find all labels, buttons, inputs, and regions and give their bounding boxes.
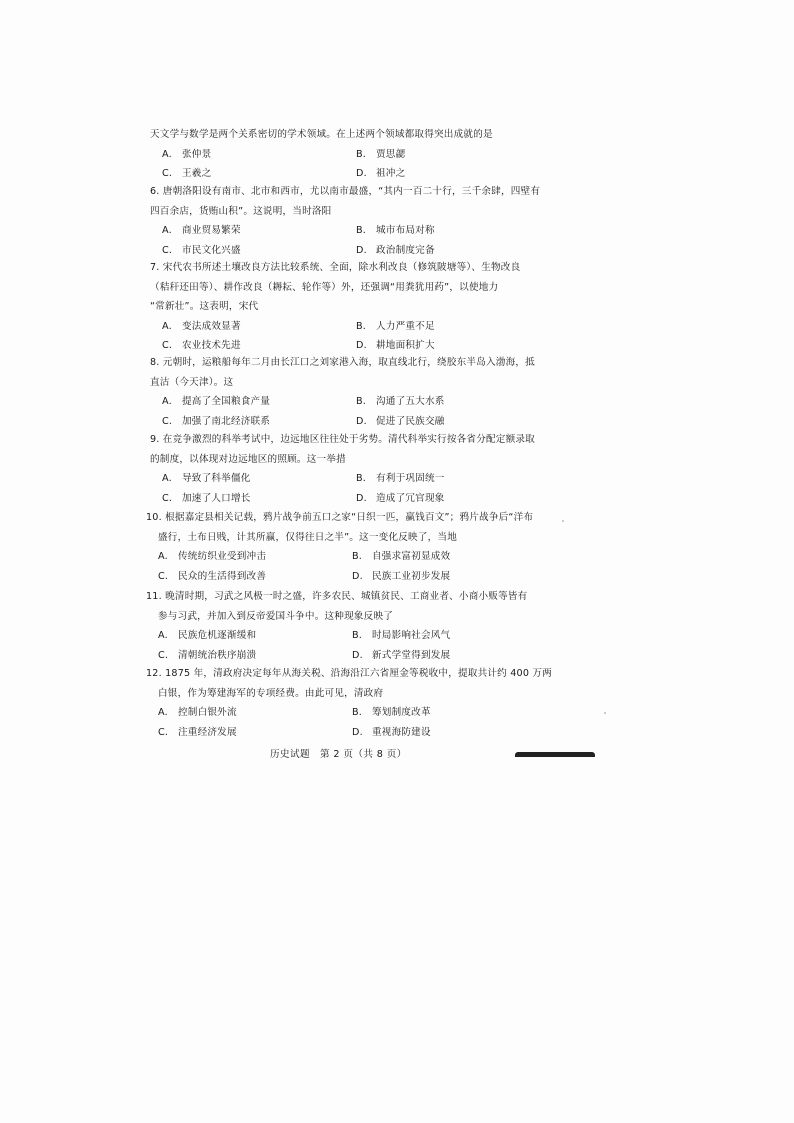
scan-artifact: [515, 752, 595, 757]
options: [150, 469, 550, 508]
options: [150, 392, 550, 431]
option-b: B. 沟通了五大水系: [356, 396, 445, 407]
question-text: 白银，作为筹建海军的专项经费。由此可见，清政府: [158, 687, 384, 699]
question-8: [150, 353, 550, 431]
option-b: B. 城市布局对称: [356, 225, 435, 236]
option-b: B. 自强求富初显成效: [352, 551, 451, 562]
question-text: 8. 元朝时，运粮船每年二月由长江口之刘家港入海，取直线北行，绕胶东半岛入渤海，抵: [150, 357, 535, 368]
option-d: D. 民族工业初步发展: [352, 570, 451, 582]
option-d: D. 祖冲之: [356, 168, 406, 179]
option-c: C. 加速了人口增长: [162, 492, 251, 504]
option-c: C. 清朝统治秩序崩溃: [158, 649, 257, 661]
question-text: 11. 晚清时期，习武之风极一时之盛，许多农民、城镇贫民、工商业者、小商小贩等皆有: [146, 591, 528, 602]
question-text: “常新壮”。这表明，宋代: [150, 301, 259, 312]
option-a: A. 传统纺织业受到冲击: [158, 551, 267, 562]
scan-speck: [604, 712, 606, 714]
question-9: [150, 430, 550, 508]
question-text: 的制度，以体现对边远地区的照顾。这一举措: [150, 453, 346, 465]
question-text: 天文学与数学是两个关系密切的学术领域。在上述两个领域都取得突出成就的是: [150, 129, 493, 140]
option-c: C. 农业技术先进: [162, 340, 241, 351]
question-text: 10. 根据嘉定县相关记载，鸦片战争前五口之家“日织一匹，赢钱百文”；鸦片战争后“洋布: [146, 512, 534, 523]
question-text: 直沽（今天津）。这: [150, 376, 234, 388]
option-d: D. 造成了冗官现象: [356, 492, 445, 504]
option-b: B. 时局影响社会风气: [352, 630, 451, 641]
page-footer: 历史试题 第 2 页（共 8 页）: [270, 749, 407, 760]
options: [150, 317, 550, 356]
question-11: [146, 587, 546, 665]
question-text: 12. 1875 年，清政府决定每年从海关税、沿海沿江六省厘金等税收中，提取共计约 400 万两: [146, 668, 552, 679]
options: [146, 703, 546, 742]
question-7: [150, 258, 550, 356]
option-d: D. 政治制度完备: [356, 244, 435, 256]
question-text: （秸秆还田等）、耕作改良（耨耘、轮作等）外，还强调“用粪犹用药”，以使地力: [150, 281, 499, 293]
option-c: C. 加强了南北经济联系: [162, 415, 271, 427]
option-a: A. 商业贸易繁荣: [162, 225, 241, 236]
question-text: 盛行，土布日贱，计其所赢，仅得往日之半”。这一变化反映了，当地: [158, 531, 457, 543]
option-d: D. 促进了民族交融: [356, 415, 445, 427]
question-text: 参与习武，并加入到反帝爱国斗争中。这种现象反映了: [158, 610, 394, 622]
question-text: 6. 唐朝洛阳设有南市、北市和西市，尤以南市最盛，“其内一百二十行，三千余肆，四壁有: [150, 186, 541, 197]
option-c: C. 王羲之: [162, 168, 212, 179]
option-a: A. 导致了科举僵化: [162, 473, 251, 484]
question-6: [150, 182, 550, 260]
scan-speck: [562, 520, 564, 522]
options: [146, 626, 546, 665]
option-b: B. 人力严重不足: [356, 320, 435, 332]
option-d: D. 新式学堂得到发展: [352, 649, 451, 661]
option-c: C. 注重经济发展: [158, 726, 237, 738]
options: [150, 221, 550, 260]
question-text: 四百余店，货贿山积”。这说明，当时洛阳: [150, 205, 332, 217]
question-5: [150, 125, 550, 184]
option-a: A. 民族危机逐渐缓和: [158, 630, 257, 641]
option-a: A. 控制白银外流: [158, 707, 237, 718]
option-a: A. 张仲景: [162, 148, 212, 160]
options: [150, 145, 550, 184]
question-10: [146, 508, 546, 586]
question-text: 9. 在竞争激烈的科举考试中，边远地区往往处于劣势。清代科举实行按各省分配定额录取: [150, 434, 535, 445]
option-b: B. 有利于巩固统一: [356, 473, 445, 484]
option-a: A. 提高了全国粮食产量: [162, 396, 271, 407]
options: [146, 547, 546, 586]
option-d: D. 重视海防建设: [352, 726, 431, 738]
option-c: C. 民众的生活得到改善: [158, 570, 267, 582]
question-text: 7. 宋代农书所述土壤改良方法比较系统、全面，除水利改良（修筑陂塘等）、生物改良: [150, 262, 521, 273]
option-b: B. 贾思勰: [356, 148, 406, 160]
option-b: B. 筹划制度改革: [352, 707, 431, 718]
question-12: [146, 664, 552, 742]
option-a: A. 变法成效显著: [162, 320, 241, 332]
option-d: D. 耕地面积扩大: [356, 340, 435, 351]
option-c: C. 市民文化兴盛: [162, 244, 241, 256]
